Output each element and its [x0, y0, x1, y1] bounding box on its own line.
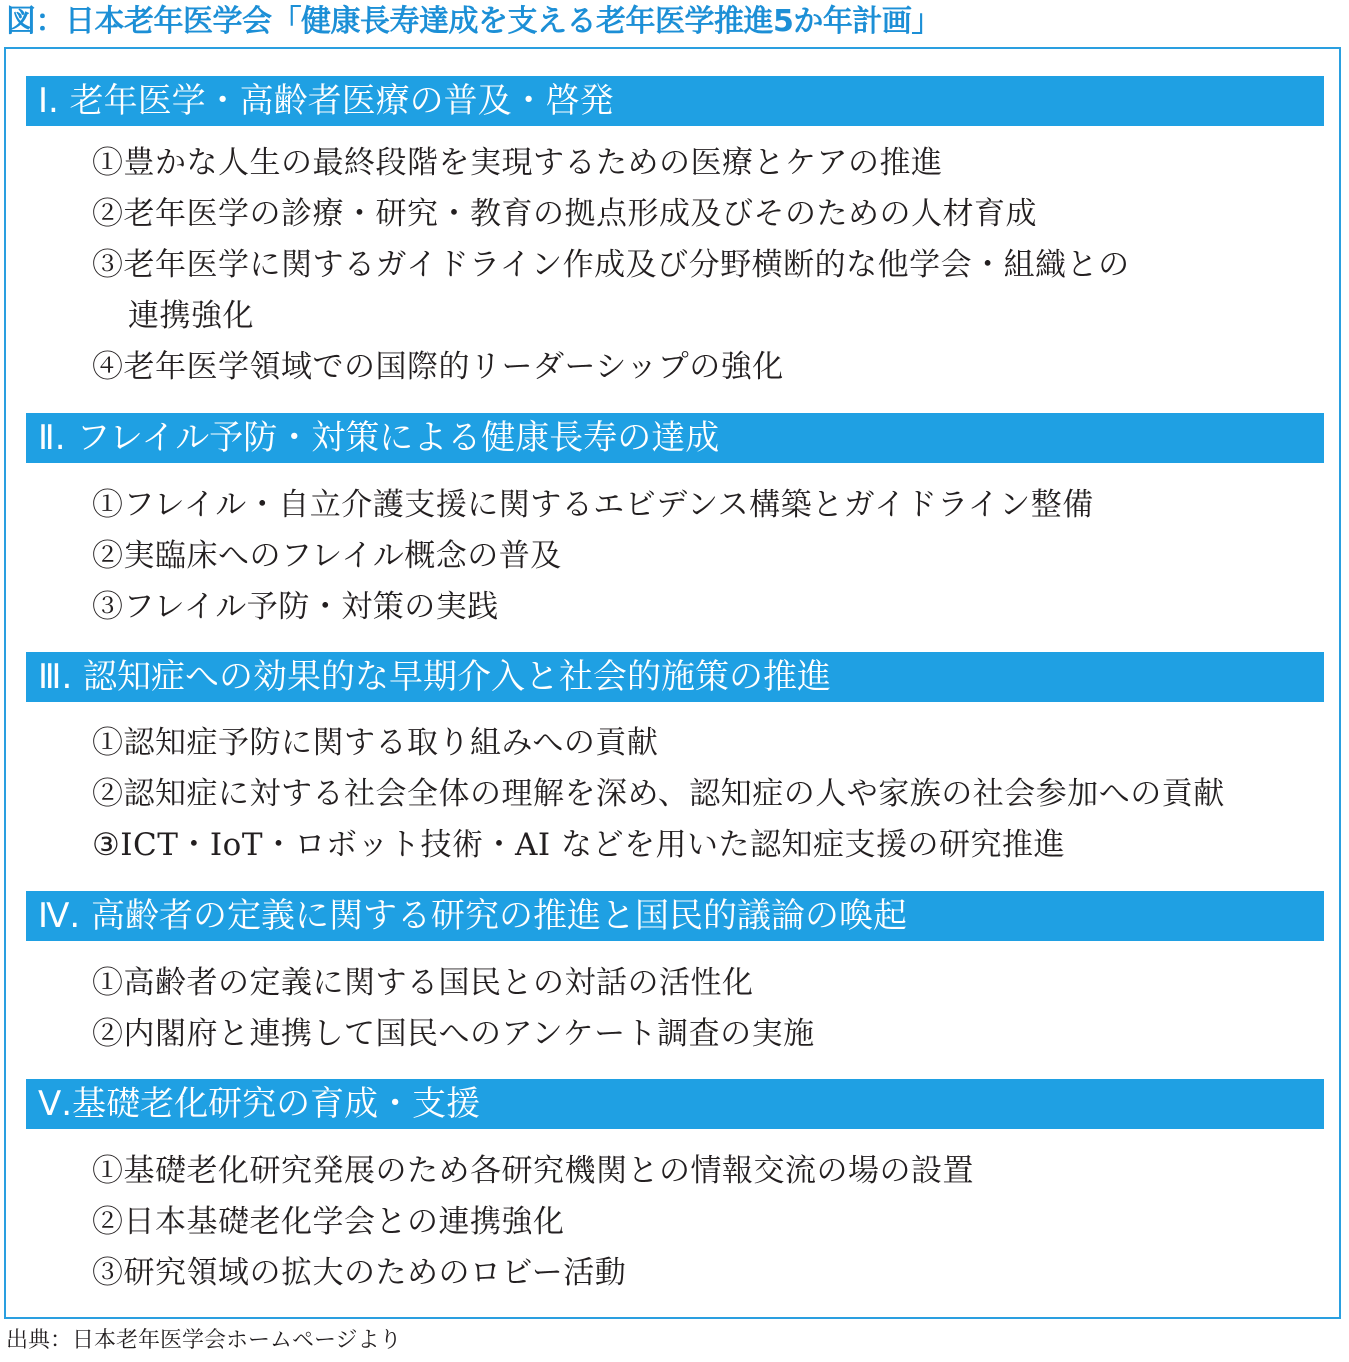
- section-3-item-1: ①認知症予防に関する取り組みへの貢献: [92, 725, 659, 761]
- section-1-item-2: ②老年医学の診療・研究・教育の拠点形成及びそのための人材育成: [92, 196, 1037, 232]
- section-5-heading: Ⅴ.基礎老化研究の育成・支援: [26, 1079, 1324, 1129]
- section-2-item-2: ②実臨床へのフレイル概念の普及: [92, 538, 562, 574]
- section-3-item-3: ③ICT・IoT・ロボット技術・AI などを用いた認知症支援の研究推進: [92, 827, 1066, 863]
- section-3-item-2: ②認知症に対する社会全体の理解を深め、認知症の人や家族の社会参加への貢献: [92, 776, 1225, 812]
- section-5-item-1: ①基礎老化研究発展のため各研究機関との情報交流の場の設置: [92, 1153, 974, 1189]
- figure-title: 図：日本老年医学会「健康長寿達成を支える老年医学推進5か年計画」: [6, 4, 941, 39]
- section-1-item-3-continued: 連携強化: [128, 298, 254, 334]
- section-5-item-3: ③研究領域の拡大のためのロビー活動: [92, 1255, 627, 1291]
- section-2-item-1: ①フレイル・自立介護支援に関するエビデンス構築とガイドライン整備: [92, 487, 1094, 523]
- section-4-item-1: ①高齢者の定義に関する国民との対話の活性化: [92, 965, 754, 1001]
- section-1-item-3: ③老年医学に関するガイドライン作成及び分野横断的な他学会・組織との: [92, 247, 1130, 283]
- section-2-heading: Ⅱ. フレイル予防・対策による健康長寿の達成: [26, 413, 1324, 463]
- section-2-item-3: ③フレイル予防・対策の実践: [92, 589, 499, 625]
- section-1-item-4: ④老年医学領域での国際的リーダーシップの強化: [92, 349, 784, 385]
- section-5-item-2: ②日本基礎老化学会との連携強化: [92, 1204, 565, 1240]
- source-note: 出典：日本老年医学会ホームページより: [6, 1328, 402, 1353]
- section-1-heading: Ⅰ. 老年医学・高齢者医療の普及・啓発: [26, 76, 1324, 126]
- section-3-heading: Ⅲ. 認知症への効果的な早期介入と社会的施策の推進: [26, 652, 1324, 702]
- section-1-item-1: ①豊かな人生の最終段階を実現するための医療とケアの推進: [92, 145, 943, 181]
- section-4-item-2: ②内閣府と連携して国民へのアンケート調査の実施: [92, 1016, 815, 1052]
- section-4-heading: Ⅳ. 高齢者の定義に関する研究の推進と国民的議論の喚起: [26, 891, 1324, 941]
